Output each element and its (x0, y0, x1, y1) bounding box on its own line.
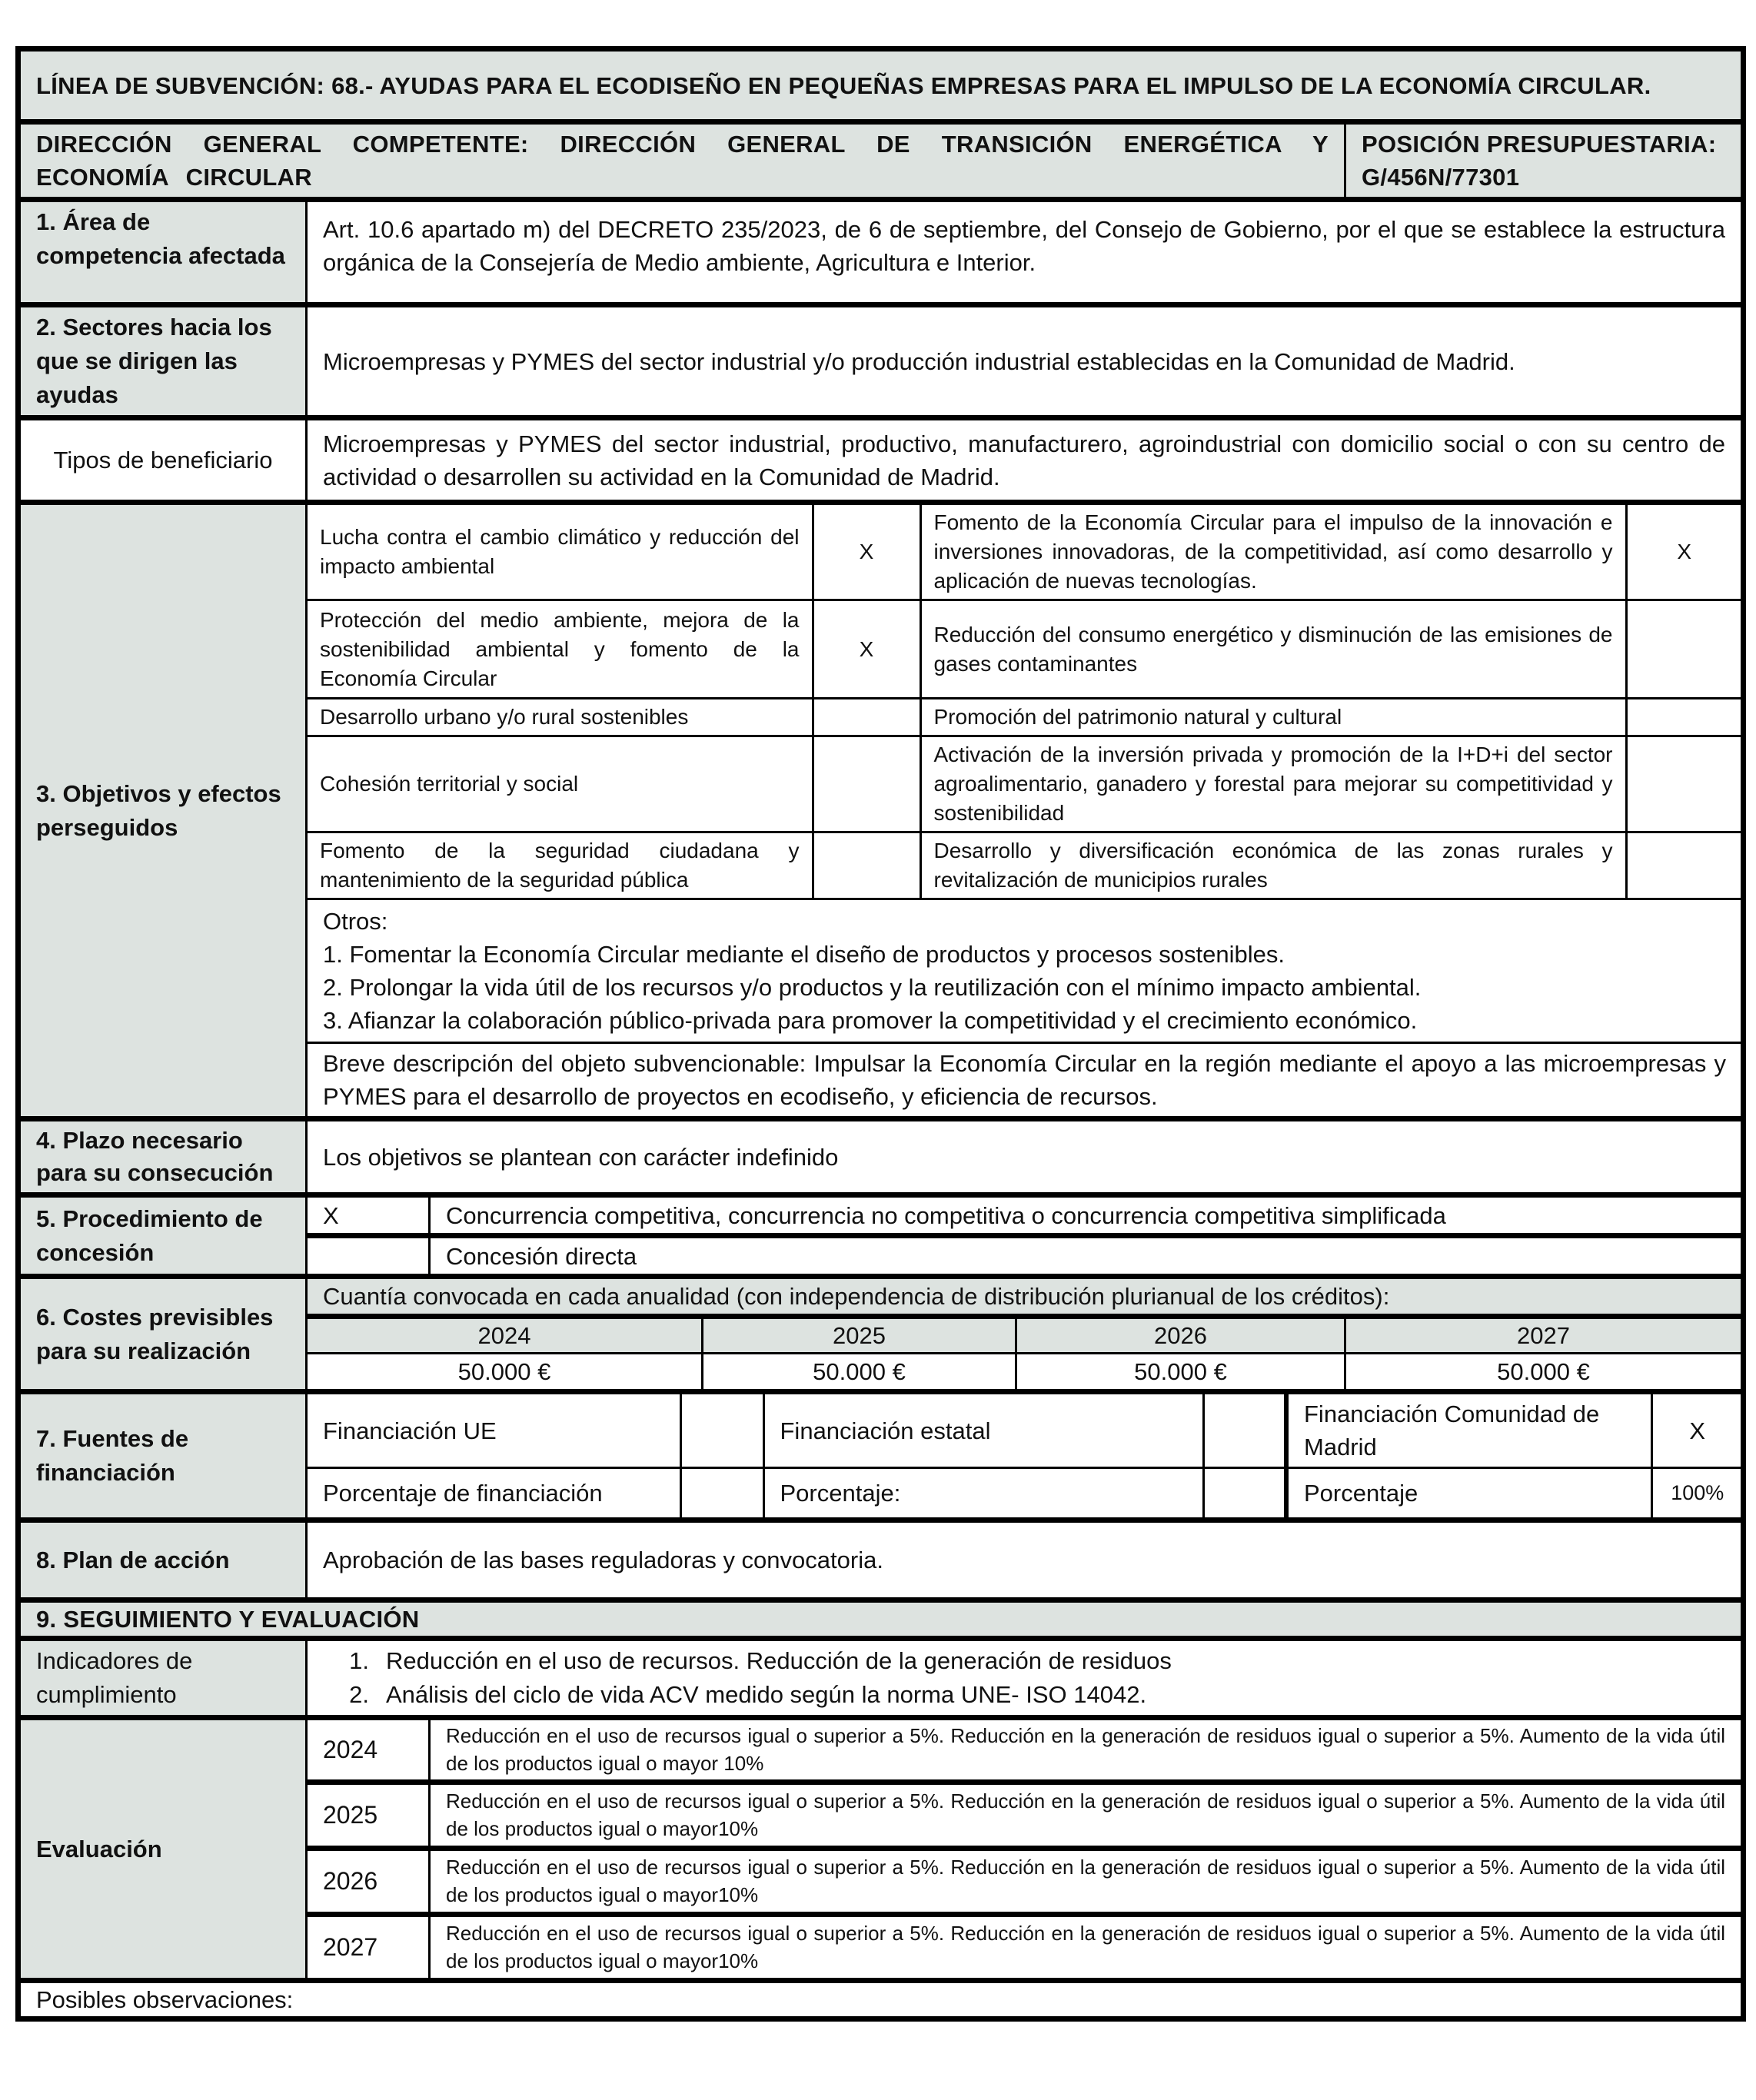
observaciones[interactable]: Posibles observaciones: (18, 1980, 1744, 2019)
otros-item: 3. Afianzar la colaboración público-privada para promover la competitividad y el crecimiento económico. (323, 1007, 1418, 1034)
s2-text: Microempresas y PYMES del sector industrial y/o producción industrial establecidas en la Comunidad de Madrid. (307, 305, 1744, 418)
objective-mark[interactable] (813, 832, 920, 899)
indicador-item (323, 1644, 1725, 1678)
s8-label: 8. Plan de acción (18, 1520, 307, 1600)
indicador-text: Análisis del ciclo de vida ACV medido según la norma UNE- ISO 14042. (386, 1680, 1147, 1708)
s3-content (307, 503, 1744, 1119)
procedure-mark[interactable] (307, 1236, 430, 1277)
posicion-value: G/456N/77301 (1362, 164, 1520, 191)
s1-label: 1. Área de competencia afectada (18, 200, 307, 305)
funding-pct-value[interactable]: 100% (1651, 1468, 1742, 1517)
cost-amount: 50.000 € (1016, 1354, 1345, 1392)
s8-text: Aprobación de las bases reguladoras y convocatoria. (307, 1520, 1744, 1600)
eval-text: Reducción en el uso de recursos igual o superior a 5%. Reducción en la generación de residuos igual o superior a 5%. Aumento de la vida útil de los productos igual o mayor10% (430, 1848, 1744, 1914)
objective-mark[interactable]: X (1626, 505, 1741, 600)
s1-text: Art. 10.6 apartado m) del DECRETO 235/2023, de 6 de septiembre, del Consejo de Gobierno, por el que se establece la estructura orgánica de la Consejería de Medio ambiente, Agricultura e Interior. (307, 200, 1744, 305)
procedure-option: Concurrencia competitiva, concurrencia no competitiva o concurrencia competitiva simplificada (430, 1195, 1744, 1236)
objective-label: Lucha contra el cambio climático y reducción del impacto ambiental (308, 505, 813, 600)
objective-label: Desarrollo y diversificación económica de las zonas rurales y revitalización de municipios rurales (920, 832, 1626, 899)
objective-label: Reducción del consumo energético y disminución de las emisiones de gases contaminantes (920, 600, 1626, 699)
s7-content (307, 1392, 1744, 1520)
objective-row (308, 600, 1741, 699)
eval-year: 2025 (307, 1782, 430, 1848)
tipos-label: Tipos de beneficiario (18, 418, 307, 503)
cost-year: 2027 (1345, 1317, 1744, 1354)
funding-source-mark[interactable] (1203, 1394, 1286, 1468)
funding-grid (308, 1394, 1742, 1517)
funding-pct-label: Porcentaje: (763, 1468, 1203, 1517)
subsidy-table (15, 46, 1746, 2022)
funding-pct-label: Porcentaje (1286, 1468, 1651, 1517)
line-title: LÍNEA DE SUBVENCIÓN: 68.- AYUDAS PARA EL ECODISEÑO EN PEQUEÑAS EMPRESAS PARA EL IMPULSO DE LA ECONOMÍA CIRCULAR. (18, 49, 1744, 122)
s6-label: 6. Costes previsibles para su realización (18, 1277, 307, 1392)
s3-label: 3. Objetivos y efectos perseguidos (18, 503, 307, 1119)
cost-year: 2025 (703, 1317, 1016, 1354)
s5-label: 5. Procedimiento de concesión (18, 1195, 307, 1277)
indicadores-list (307, 1638, 1744, 1717)
indicador-item (323, 1678, 1725, 1712)
objective-row (308, 736, 1741, 832)
objective-mark[interactable] (1626, 699, 1741, 736)
cost-year: 2026 (1016, 1317, 1345, 1354)
cost-amount: 50.000 € (1345, 1354, 1744, 1392)
objective-label: Cohesión territorial y social (308, 736, 813, 832)
indicador-text: Reducción en el uso de recursos. Reducción de la generación de residuos (386, 1646, 1172, 1674)
procedure-option: Concesión directa (430, 1236, 1744, 1277)
objective-row (308, 505, 1741, 600)
funding-pct-value[interactable] (680, 1468, 763, 1517)
objective-label: Activación de la inversión privada y promoción de la I+D+i del sector agroalimentario, ganadero y forestal para mejorar su competitividad y sostenibilidad (920, 736, 1626, 832)
eval-text: Reducción en el uso de recursos igual o superior a 5%. Reducción en la generación de residuos igual o superior a 5%. Aumento de la vida útil de los productos igual o mayor 10% (430, 1717, 1744, 1782)
objective-label: Fomento de la seguridad ciudadana y mantenimiento de la seguridad pública (308, 832, 813, 899)
otros-item: 2. Prolongar la vida útil de los recursos y/o productos y la reutilización con el mínimo impacto ambiental. (323, 974, 1422, 1001)
breve-descripcion: Breve descripción del objeto subvencionable: Impulsar la Economía Circular en la región mediante el apoyo a las microempresas y PYMES para el desarrollo de proyectos en ecodiseño, y eficiencia de recursos. (308, 1043, 1741, 1117)
eval-text: Reducción en el uso de recursos igual o superior a 5%. Reducción en la generación de residuos igual o superior a 5%. Aumento de la vida útil de los productos igual o mayor10% (430, 1782, 1744, 1848)
direccion-general: DIRECCIÓN GENERAL COMPETENTE: DIRECCIÓN GENERAL DE TRANSICIÓN ENERGÉTICA Y ECONOMÍA CIRCULAR (18, 122, 1345, 200)
funding-source-label: Financiación estatal (763, 1394, 1203, 1468)
funding-source-label: Financiación Comunidad de Madrid (1286, 1394, 1651, 1468)
objective-label: Fomento de la Economía Circular para el impulso de la innovación e inversiones innovadoras, de la competitividad, así como desarrollo y aplicación de nuevas tecnologías. (920, 505, 1626, 600)
otros-label: Otros: (323, 908, 388, 935)
indicador-num: 2. (349, 1680, 369, 1708)
objective-mark[interactable] (1626, 832, 1741, 899)
s6-caption: Cuantía convocada en cada anualidad (con independencia de distribución plurianual de los créditos): (307, 1277, 1744, 1317)
s4-label: 4. Plazo necesario para su consecución (18, 1119, 307, 1195)
objective-row (308, 699, 1741, 736)
objective-label: Promoción del patrimonio natural y cultural (920, 699, 1626, 736)
objective-mark[interactable] (813, 736, 920, 832)
s2-label: 2. Sectores hacia los que se dirigen las ayudas (18, 305, 307, 418)
objective-row (308, 832, 1741, 899)
objectives-grid (308, 505, 1741, 1116)
procedure-mark[interactable]: X (307, 1195, 430, 1236)
indicador-num: 1. (349, 1646, 369, 1674)
cost-amount: 50.000 € (703, 1354, 1016, 1392)
objective-mark[interactable] (1626, 600, 1741, 699)
objective-mark[interactable]: X (813, 505, 920, 600)
posicion-presupuestaria (1345, 122, 1744, 200)
eval-text: Reducción en el uso de recursos igual o superior a 5%. Reducción en la generación de residuos igual o superior a 5%. Aumento de la vida útil de los productos igual o mayor10% (430, 1914, 1744, 1980)
objective-label: Protección del medio ambiente, mejora de la sostenibilidad ambiental y fomento de la Economía Circular (308, 600, 813, 699)
s7-label: 7. Fuentes de financiación (18, 1392, 307, 1520)
objective-mark[interactable] (813, 699, 920, 736)
funding-source-mark[interactable] (680, 1394, 763, 1468)
tipos-text: Microempresas y PYMES del sector industrial, productivo, manufacturero, agroindustrial con domicilio social o con su centro de actividad o desarrollen su actividad en la Comunidad de Madrid. (307, 418, 1744, 503)
eval-year: 2026 (307, 1848, 430, 1914)
breve-row (308, 1043, 1741, 1117)
objective-mark[interactable]: X (813, 600, 920, 699)
s4-text: Los objetivos se plantean con carácter indefinido (307, 1119, 1744, 1195)
subsidy-sheet (15, 46, 1741, 2022)
otros-row (308, 899, 1741, 1043)
funding-pct-value[interactable] (1203, 1468, 1286, 1517)
indicadores-label: Indicadores de cumplimiento (18, 1638, 307, 1717)
otros-item: 1. Fomentar la Economía Circular mediante el diseño de productos y procesos sostenibles. (323, 941, 1285, 968)
objective-label: Desarrollo urbano y/o rural sostenibles (308, 699, 813, 736)
posicion-label: POSICIÓN PRESUPUESTARIA: (1362, 131, 1717, 158)
objective-mark[interactable] (1626, 736, 1741, 832)
eval-year: 2024 (307, 1717, 430, 1782)
funding-pct-label: Porcentaje de financiación (308, 1468, 680, 1517)
otros-block (308, 899, 1741, 1043)
cost-amount: 50.000 € (307, 1354, 703, 1392)
evaluacion-label: Evaluación (18, 1717, 307, 1980)
cost-year: 2024 (307, 1317, 703, 1354)
funding-source-mark[interactable]: X (1651, 1394, 1742, 1468)
s9-title: 9. SEGUIMIENTO Y EVALUACIÓN (18, 1600, 1744, 1638)
eval-year: 2027 (307, 1914, 430, 1980)
funding-source-label: Financiación UE (308, 1394, 680, 1468)
